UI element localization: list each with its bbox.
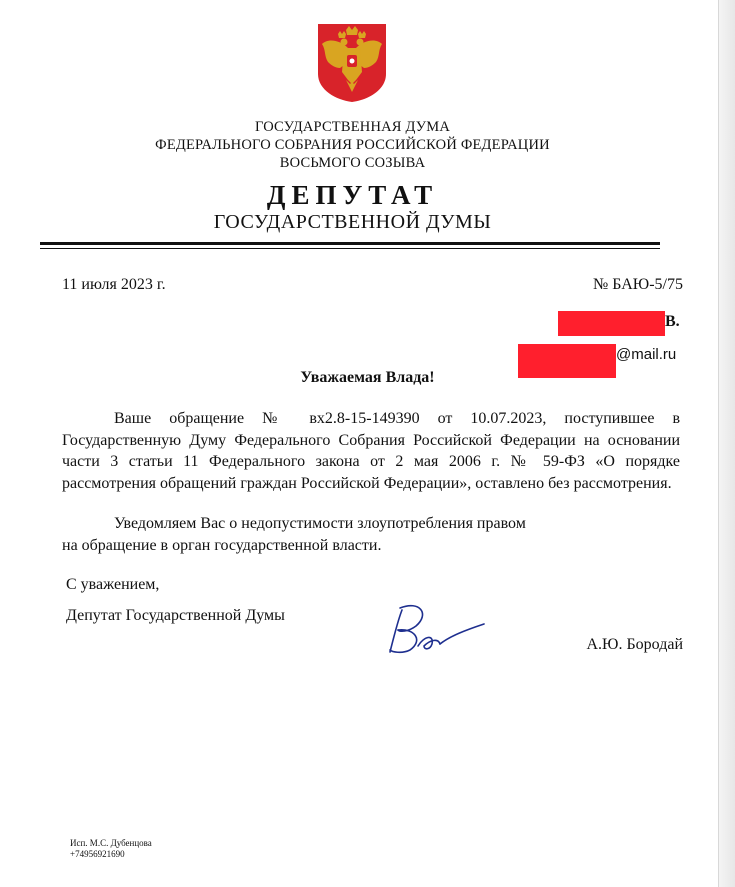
letter-paragraph-1: Ваше обращение № вх2.8-15-149390 от 10.07.2023, поступившее в Государственную Думу Федерального Собрания Российской Федерации на основании части 3 статьи 11 Федерального закона от 2 мая 2006 г. № 59-ФЗ «О порядке рассмотрения обращений граждан Российской Федерации», оставлено без рассмотрения. xyxy=(62,410,680,492)
page-edge xyxy=(718,0,735,887)
letterhead-divider-thin xyxy=(40,248,660,249)
letterhead-title: ДЕПУТАТ xyxy=(266,180,439,210)
org-name-line2: ФЕДЕРАЛЬНОГО СОБРАНИЯ РОССИЙСКОЙ ФЕДЕРАЦИИ xyxy=(155,137,550,153)
executor-info xyxy=(70,838,152,860)
org-name-line1: ГОСУДАРСТВЕННАЯ ДУМА xyxy=(254,119,451,135)
letterhead-subtitle: ГОСУДАРСТВЕННОЙ ДУМЫ xyxy=(213,211,492,233)
signer-title: Депутат Государственной Думы xyxy=(66,607,285,624)
recipient-email-suffix: @mail.ru xyxy=(616,346,677,363)
redaction-block-name xyxy=(558,311,665,336)
org-name-line3: ВОСЬМОГО СОЗЫВА xyxy=(279,155,426,171)
handwritten-signature xyxy=(380,596,490,662)
executor-phone: +74956921690 xyxy=(70,849,125,859)
letter-paragraph-2-line2: на обращение в орган государственной власти. xyxy=(62,536,382,554)
letter-paragraph-2 xyxy=(62,513,680,556)
letterhead-divider-thick xyxy=(40,242,660,245)
coat-of-arms-icon xyxy=(316,22,388,104)
document-number: № БАЮ-5/75 xyxy=(592,276,683,293)
signer-name: А.Ю. Бородай xyxy=(586,636,683,653)
letter-closing: С уважением, xyxy=(66,576,160,593)
recipient-name-suffix: В. xyxy=(665,313,680,330)
executor-name: Исп. М.С. Дубенцова xyxy=(70,838,152,848)
letter-paragraph-2-line1: Уведомляем Вас о недопустимости злоупотребления правом xyxy=(114,515,526,532)
letter-date: 11 июля 2023 г. xyxy=(62,276,166,293)
letter-greeting: Уважаемая Влада! xyxy=(300,369,435,386)
